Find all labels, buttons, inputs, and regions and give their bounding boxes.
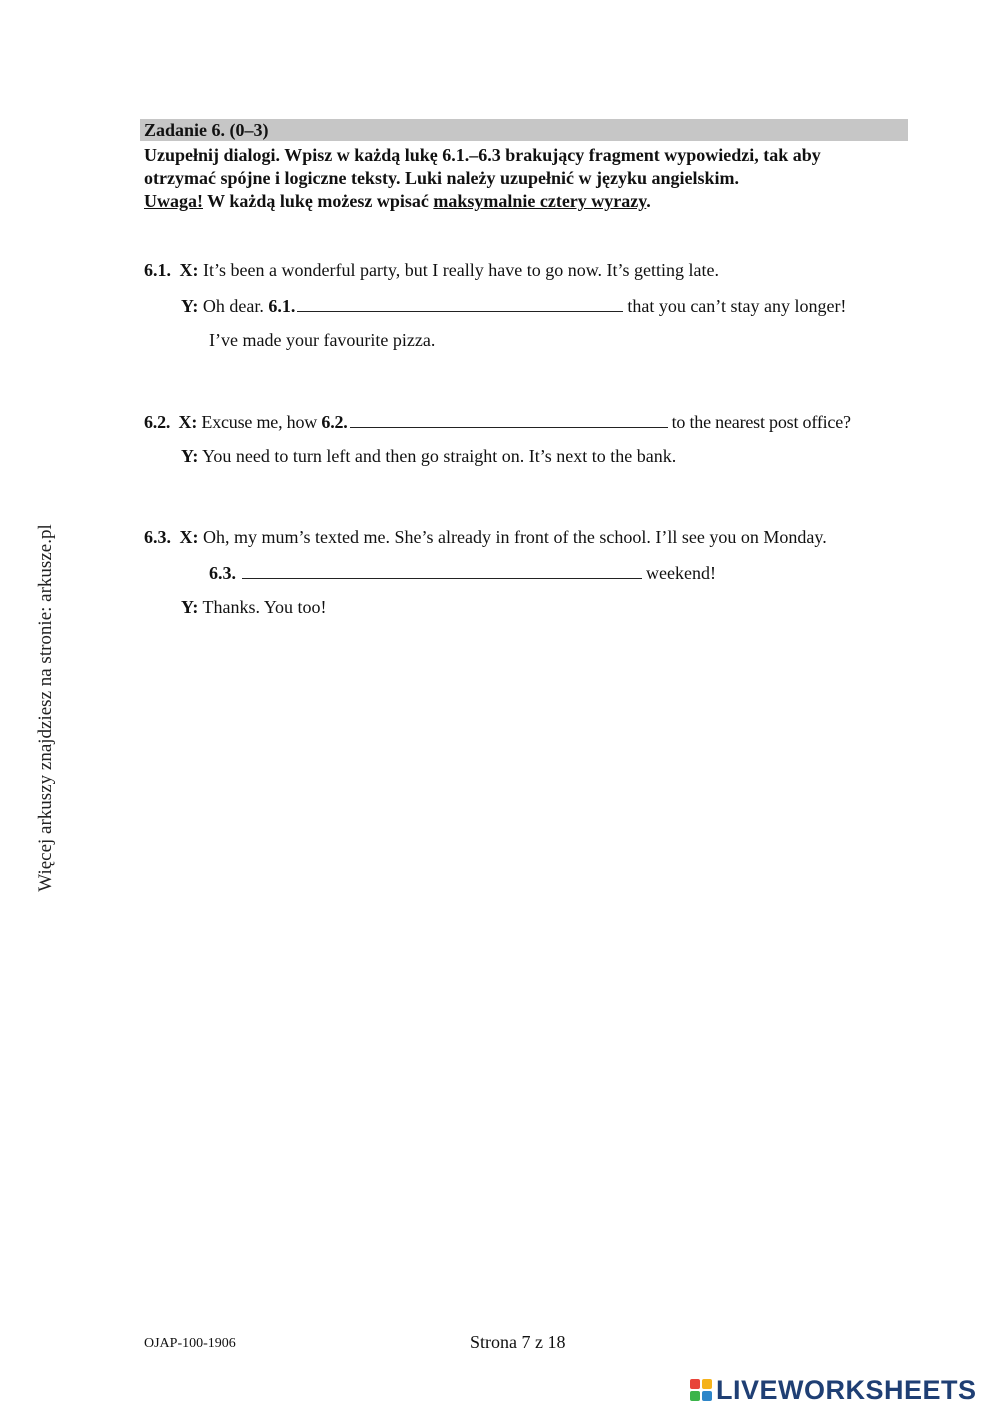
logo-mark-icon: [690, 1379, 712, 1401]
item-6-2-x-line: [144, 409, 851, 434]
task-title: Zadanie 6. (0–3): [140, 119, 908, 141]
logo-square: [690, 1379, 700, 1389]
answer-gap-6-2[interactable]: [350, 409, 668, 428]
liveworksheets-logo: [690, 1374, 977, 1406]
speaker-y: Y:: [181, 597, 199, 617]
dialogue-text: weekend!: [646, 563, 716, 583]
footer-code: OJAP-100-1906: [144, 1336, 236, 1351]
speaker-y: Y:: [181, 296, 199, 316]
speaker-y: Y:: [181, 446, 199, 466]
logo-square: [690, 1391, 700, 1401]
gap-label: 6.1.: [268, 296, 296, 316]
item-number: 6.2.: [144, 412, 171, 432]
side-note: Więcej arkuszy znajdziesz na stronie: arkusze.pl: [35, 524, 56, 892]
speaker-x: X:: [179, 527, 199, 547]
dialogue-text: You need to turn left and then go straight on. It’s next to the bank.: [198, 446, 677, 466]
speaker-x: X:: [179, 260, 199, 280]
note-label: Uwaga!: [144, 191, 203, 211]
dialogue-text: Oh, my mum’s texted me. She’s already in front of the school. I’ll see you on Monday.: [198, 527, 827, 547]
item-6-3-y-line: [181, 595, 327, 619]
item-6-2-y-line: [181, 444, 676, 468]
dialogue-text: Excuse me, how: [197, 412, 322, 432]
answer-gap-6-1[interactable]: [297, 293, 623, 312]
dialogue-text: to the nearest post office?: [671, 412, 851, 432]
speaker-x: X:: [178, 412, 198, 432]
item-number: 6.1.: [144, 260, 171, 280]
logo-square: [702, 1379, 712, 1389]
instruction-note: [144, 190, 651, 212]
logo-square: [702, 1391, 712, 1401]
instruction-line-1: Uzupełnij dialogi. Wpisz w każdą lukę 6.1.–6.3 brakujący fragment wypowiedzi, tak aby: [144, 145, 821, 165]
dialogue-text: It’s been a wonderful party, but I really have to go now. It’s getting late.: [198, 260, 720, 280]
item-6-1-y-line: [181, 293, 846, 318]
dialogue-text: that you can’t stay any longer!: [627, 296, 847, 316]
dialogue-text: Oh dear.: [198, 296, 269, 316]
instruction-line-2: otrzymać spójne i logiczne teksty. Luki należy uzupełnić w języku angielskim.: [144, 168, 739, 188]
dialogue-text: Thanks. You too!: [198, 597, 327, 617]
note-text: W każdą lukę możesz wpisać: [203, 191, 434, 211]
gap-label: 6.3.: [209, 563, 236, 583]
item-6-1-y-continuation: I’ve made your favourite pizza.: [209, 330, 436, 350]
item-6-3-x-line: [144, 525, 827, 549]
item-6-1-x-line: [144, 258, 719, 282]
logo-text: LIVEWORKSHEETS: [716, 1374, 977, 1405]
item-6-3-x-continuation: [209, 560, 716, 585]
gap-label: 6.2.: [321, 412, 348, 432]
answer-gap-6-3[interactable]: [242, 560, 642, 579]
item-number: 6.3.: [144, 527, 171, 547]
note-end: .: [646, 191, 651, 211]
note-emphasis: maksymalnie cztery wyrazy: [433, 191, 647, 211]
page-number: Strona 7 z 18: [470, 1332, 566, 1352]
